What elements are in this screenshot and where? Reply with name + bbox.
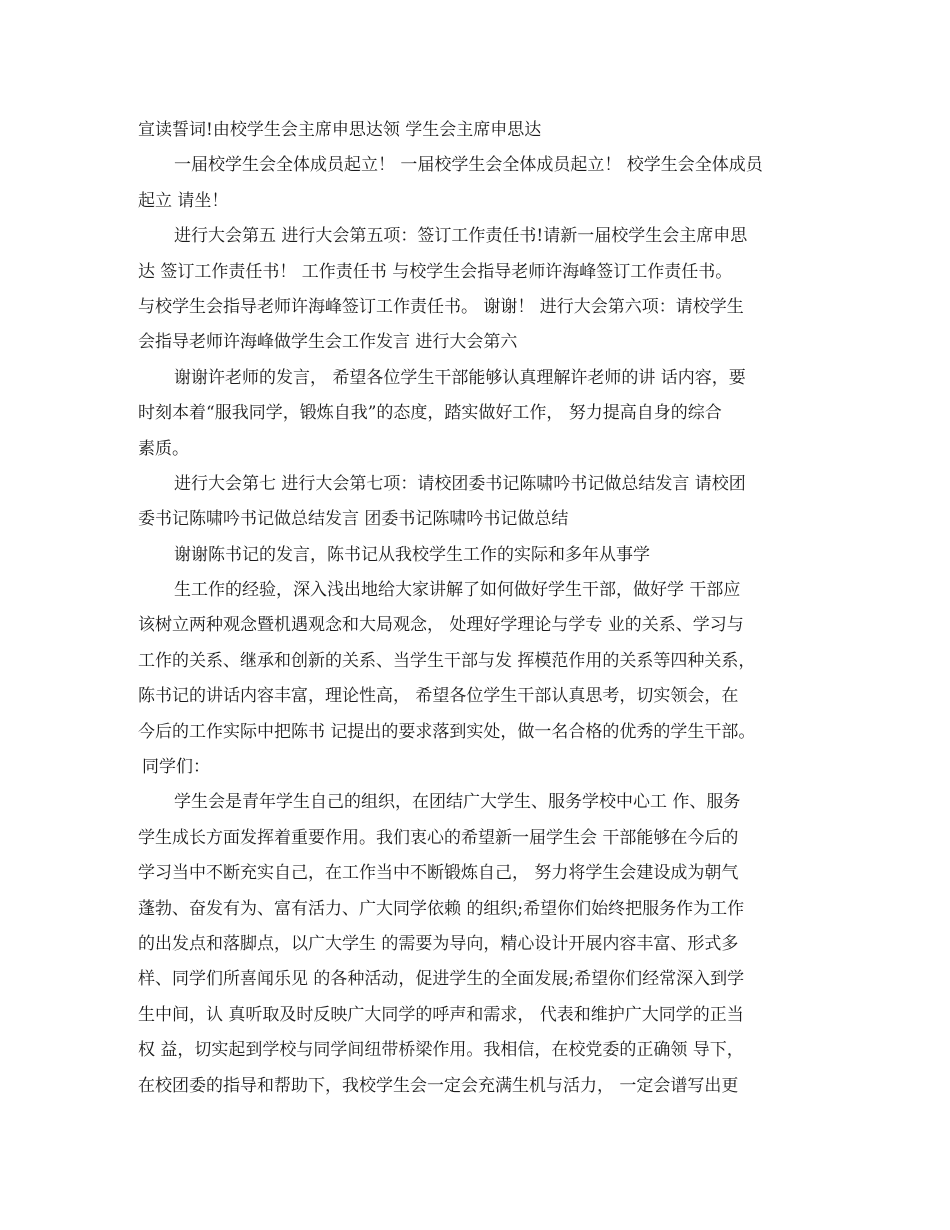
text-line: 一届校学生会全体成员起立！ 一届校学生会全体成员起立！ 校学生会全体成员 bbox=[174, 155, 763, 176]
text-line: 同学们： bbox=[142, 757, 210, 778]
paragraph bbox=[138, 467, 828, 538]
text-line: 生中间，认 真听取及时反映广大同学的呼声和需求， 代表和维护广大同学的正当 bbox=[138, 1004, 744, 1025]
text-line: 达 签订工作责任书！ 工作责任书 与校学生会指导老师许海峰签订工作责任书。 bbox=[138, 261, 733, 282]
text-line: 素质。 bbox=[138, 438, 189, 459]
paragraph bbox=[138, 750, 828, 785]
text-line: 生工作的经验，深入浅出地给大家讲解了如何做好学生干部，做好学 干部应 bbox=[174, 580, 741, 601]
text-line: 起立 请坐！ bbox=[138, 190, 229, 211]
text-line: 与校学生会指导老师许海峰签订工作责任书。 谢谢！ 进行大会第六项：请校学生 bbox=[138, 296, 744, 317]
text-line: 工作的关系、继承和创新的关系、当学生干部与发 挥模范作用的关系等四种关系， bbox=[138, 650, 756, 671]
text-line: 进行大会第五 进行大会第五项：签订工作责任书!请新一届校学生会主席申思 bbox=[174, 226, 748, 247]
text-line: 样、同学们所喜闻乐见 的各种活动，促进学生的全面发展;希望你们经常深入到学 bbox=[138, 969, 745, 990]
text-line: 学生成长方面发挥着重要作用。我们衷心的希望新一届学生会 干部能够在今后的 bbox=[138, 827, 739, 848]
text-line: 今后的工作实际中把陈书 记提出的要求落到实处，做一名合格的优秀的学生干部。 bbox=[138, 721, 756, 742]
paragraph bbox=[138, 219, 828, 361]
text-line: 在校团委的指导和帮助下，我校学生会一定会充满生机与活力， 一定会谱写出更 bbox=[138, 1075, 739, 1096]
paragraph bbox=[138, 573, 828, 750]
text-line: 宣读誓词!由校学生会主席申思达领 学生会主席申思达 bbox=[138, 120, 542, 140]
text-line: 陈书记的讲话内容丰富，理论性高， 希望各位学生干部认真思考，切实领会，在 bbox=[138, 686, 739, 707]
paragraph bbox=[138, 148, 828, 219]
text-line: 进行大会第七 进行大会第七项：请校团委书记陈啸吟书记做总结发言 请校团 bbox=[174, 473, 746, 494]
text-line: 学习当中不断充实自己，在工作当中不断锻炼自己， 努力将学生会建设成为朝气 bbox=[138, 863, 739, 884]
paragraph bbox=[138, 113, 828, 148]
text-line: 学生会是青年学生自己的组织，在团结广大学生、服务学校中心工 作、服务 bbox=[174, 792, 741, 813]
text-line: 谢谢许老师的发言， 希望各位学生干部能够认真理解许老师的讲 话内容，要 bbox=[174, 367, 746, 388]
text-line: 权 益，切实起到学校与同学间纽带桥梁作用。我相信，在校党委的正确领 导下， bbox=[138, 1040, 744, 1061]
document-body bbox=[138, 113, 828, 1104]
text-line: 谢谢陈书记的发言，陈书记从我校学生工作的实际和多年从事学 bbox=[174, 544, 650, 565]
text-line: 委书记陈啸吟书记做总结发言 团委书记陈啸吟书记做总结 bbox=[138, 509, 569, 530]
paragraph bbox=[138, 785, 828, 1104]
text-line: 蓬勃、奋发有为、富有活力、广大同学依赖 的组织;希望你们始终把服务作为工作 bbox=[138, 898, 745, 919]
text-line: 会指导老师许海峰做学生会工作发言 进行大会第六 bbox=[138, 332, 518, 353]
paragraph bbox=[138, 538, 828, 573]
text-line: 该树立两种观念暨机遇观念和大局观念， 处理好学理论与学专 业的关系、学习与 bbox=[138, 615, 744, 636]
text-line: 的出发点和落脚点，以广大学生 的需要为导向，精心设计开展内容丰富、形式多 bbox=[138, 933, 739, 954]
paragraph bbox=[138, 361, 828, 467]
text-line: 时刻本着“服我同学，锻炼自我”的态度，踏实做好工作， 努力提高自身的综合 bbox=[138, 403, 722, 424]
